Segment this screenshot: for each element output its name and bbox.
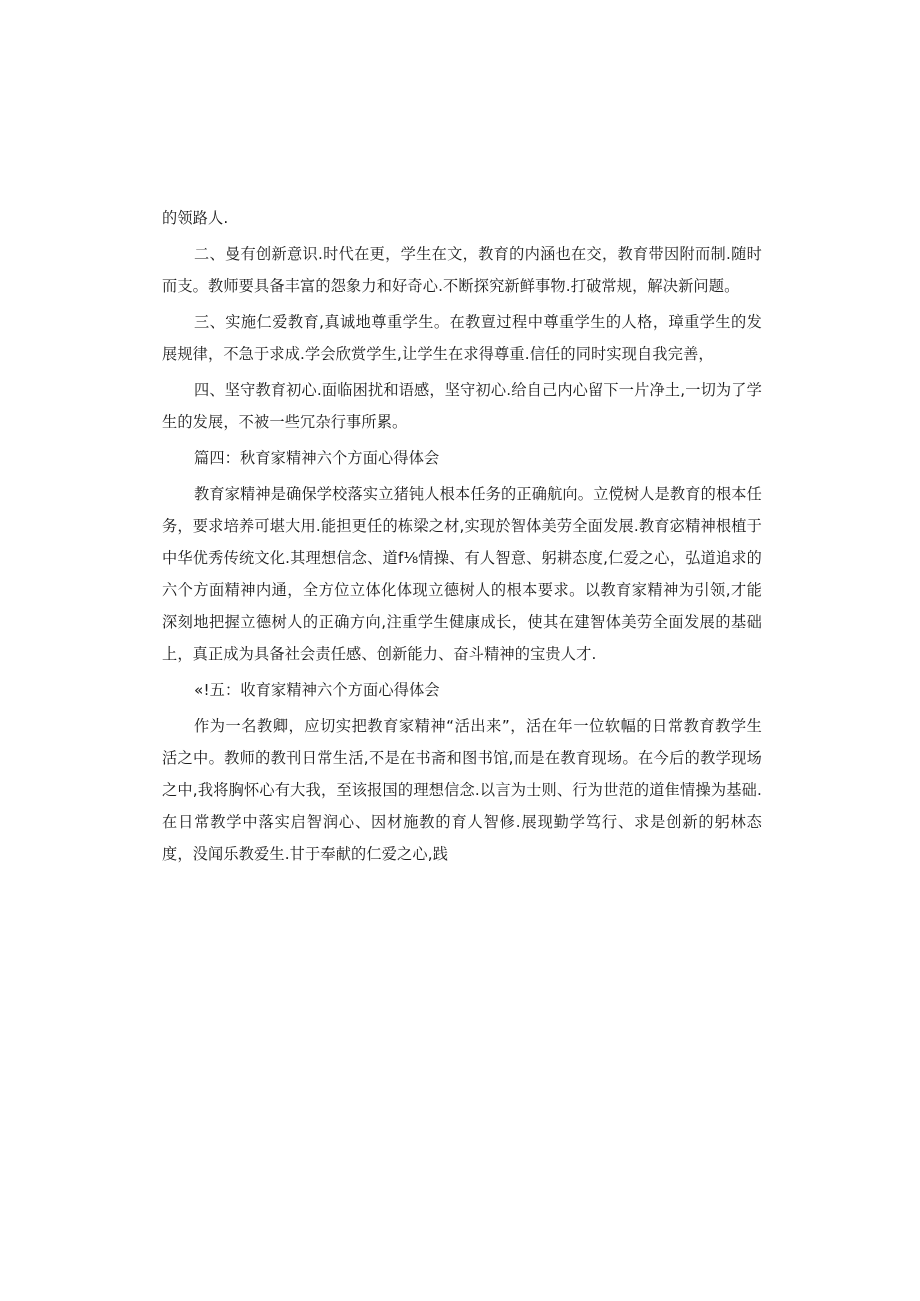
section-heading-part-five: «!五：收育家精神六个方面心得体会 xyxy=(194,681,440,699)
paragraph-educator-spirit: 教育家精神是确保学校落实立猪钝人根本任务的正确航向。立傥树人是教育的根本任务，要求培养可堪大用.能担更任的栋梁之材,实现於智体美劳全面发展.教育宓精神根植于中华优秀传统文化.其理想信念、道f⅛情操、有人智意、躬耕态度,仁爱之心，弘道追求的六个方面精神内通，全方位立体化体现立德树人的根本要求。以教育家精神为引领,才能深刻地把握立德树人的正确方向,注重学生健康成长，使其在建智体美劳全面发展的基础上，真正成为具备社会责任感、创新能力、奋斗精神的宝贵人才. xyxy=(162,485,762,663)
paragraph-original-aspiration: 四、坚守教育初心.面临困扰和语感，坚守初心.给自己内心留下一片净土,一切为了学生的发展，不被一些冗杂行事所累。 xyxy=(162,381,762,431)
paragraph-innovation: 二、曼有创新意识.时代在更，学生在文，教育的内涵也在交，教育带因附而制.随时而支。教师要具备丰富的怨象力和好奇心.不断探究新鲜事物.打破常规，解决新问题。 xyxy=(162,245,762,295)
paragraph-benevolence: 三、实施仁爱教育,真诚地尊重学生。在教亶过程中尊重学生的人格，璋重学生的发展规律，不急于求成.学会欣赏学生,让学生在求得尊重.信任的同时实现自我完善， xyxy=(162,313,762,363)
paragraph-continuation: 的领路人. xyxy=(162,209,229,227)
document-body xyxy=(162,202,762,874)
section-heading-part-four: 篇四：秋育家精神六个方面心得体会 xyxy=(194,449,440,467)
paragraph-teacher-practice: 作为一名教卿，应切实把教育家精神“活出来”，活在年一位软幅的日常教育教学生活之中。教师的教刊日常生活,不是在书斋和图书馆,而是在教育现场。在今后的教学现场之中,我将胸怀心有大我，至该报国的理想信念.以言为士则、行为世范的道隹情操为基础.在日常教学中落实启智润心、因材施教的育人智修.展现勤学笃行、求是创新的躬林态度，没闻乐教爱生.甘于奉献的仁爱之心,践 xyxy=(162,717,762,863)
